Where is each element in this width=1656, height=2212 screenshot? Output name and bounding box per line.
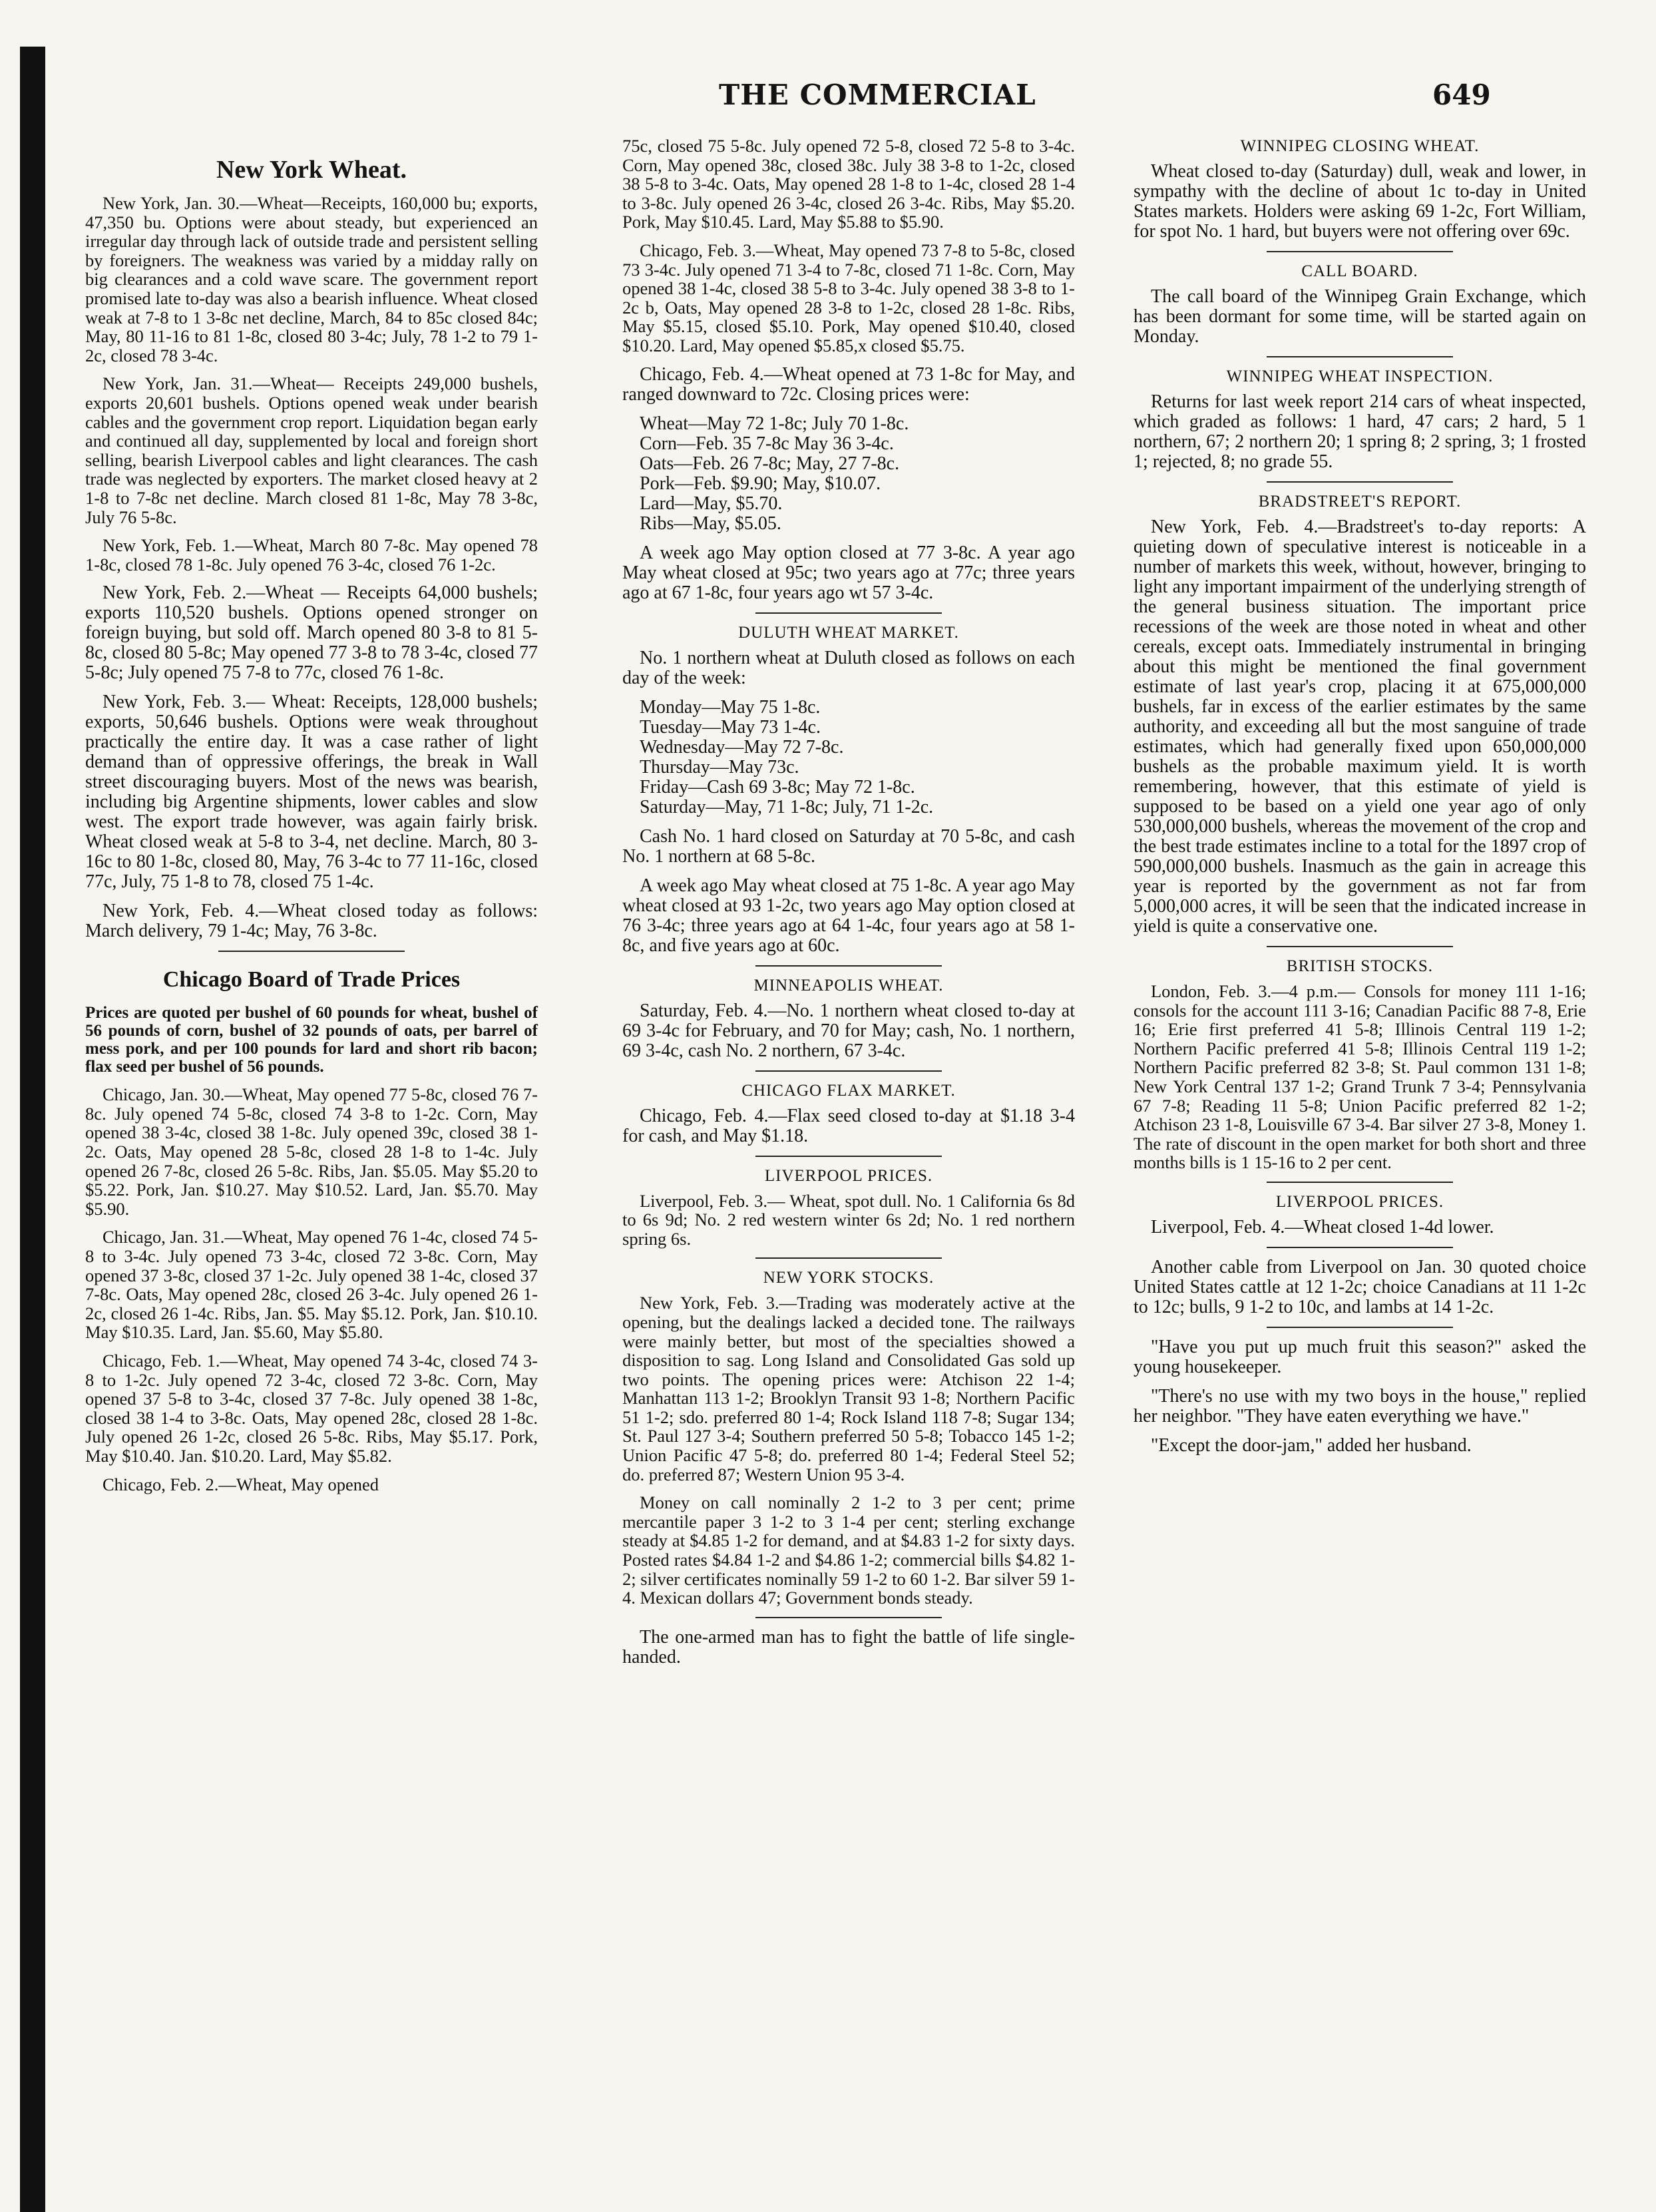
british-stocks-paragraph: London, Feb. 3.—4 p.m.— Consols for money 111 1-16; consols for the account 111 3-16; Canadian Pacific 88 7-8, Erie 16; Erie first preferred 41 5-8; Illinois Central 119 1-2; Northern Pacific preferred 41 5-8; Illinois Central 119 1-2; Northern Pacific preferred 82 3-8; St. Paul common 131 1-8; New York Central 137 1-2; Grand Trunk 7 3-4; Pennsylvania 67 7-8; Reading 11 5-8; Union Pacific preferred 82 1-2; Atchison 23 1-8, Louisville 67 3-4. Bar silver 27 3-8, Money 1. The rate of discount in the open market for both short and three months bills is 1 15-16 to 2 per cent. [1134, 981, 1586, 1173]
closing-note: A week ago May option closed at 77 3-8c. A year ago May wheat closed at 95c; two years ago at 77c; three years ago at 67 1-8c, four years ago wt 57 3-4c. [622, 542, 1075, 603]
section-divider [755, 1617, 942, 1618]
ny-wheat-paragraph: New York, Feb. 4.—Wheat closed today as follows: March delivery, 79 1-4c; May, 76 3-8c. [85, 901, 538, 942]
duluth-heading: DULUTH WHEAT MARKET. [738, 623, 959, 642]
anecdote-paragraph: "Except the door-jam," added her husband. [1151, 1435, 1472, 1456]
page-header [0, 79, 1656, 125]
duluth-paragraph: Cash No. 1 hard closed on Saturday at 70 5-8c, and cash No. 1 northern at 68 5-8c. [622, 825, 1075, 867]
ny-wheat-paragraph: New York, Jan. 31.—Wheat— Receipts 249,000 bushels, exports 20,601 bushels. Options opened weak under bearish cables and the government crop report. Liquidation began early and continued all day, supplemented by local and foreign short selling, bearish Liverpool cables and light clearances. The cash trade was neglected by exporters. The market closed heavy at 2 1-8 to 7-8c net decline. March closed 81 1-8c, May 78 3-8c, July 76 5-8c. [85, 373, 538, 527]
column-1 [85, 136, 538, 1503]
list-item: Saturday—May, 71 1-8c; July, 71 1-2c. [640, 796, 934, 817]
cable-paragraph: Another cable from Liverpool on Jan. 30 quoted choice United States cattle at 12 1-2c; choice Canadians at 11 1-2c to 12c; bulls, 9 1-2 to 10c, and lambs at 14 1-2c. [1134, 1256, 1586, 1317]
bradstreet-heading: BRADSTREET'S REPORT. [1258, 493, 1462, 511]
chicago-board-paragraph: Chicago, Feb. 2.—Wheat, May opened [103, 1474, 379, 1494]
list-item: Thursday—May 73c. [640, 756, 799, 777]
ny-wheat-heading: New York Wheat. [216, 156, 407, 184]
column-2 [622, 136, 1075, 1677]
call-board-paragraph: The call board of the Winnipeg Grain Exchange, which has been dormant for some time, will be started again on Monday. [1134, 286, 1586, 347]
winnipeg-closing-heading: WINNIPEG CLOSING WHEAT. [1240, 137, 1480, 155]
closing-line: The one-armed man has to fight the battle of life single-handed. [622, 1626, 1075, 1667]
ny-wheat-paragraph: New York, Feb. 2.—Wheat — Receipts 64,000 bushels; exports 110,520 bushels. Options opened stronger on foreign buying, but sold off. March opened 80 3-8 to 81 5-8c, closed 80 5-8c; May opened 77 3-8 to 78 3-4c, closed 77 5-8c; July opened 75 7-8 to 77c, closed 76 1-8c. [85, 582, 538, 684]
list-item: Pork—Feb. $9.90; May, $10.07. [640, 473, 881, 494]
anecdote-paragraph: "Have you put up much fruit this season?" asked the young housekeeper. [1134, 1336, 1586, 1377]
bradstreet-paragraph: New York, Feb. 4.—Bradstreet's to-day reports: A quieting down of speculative interest is noticeable in a number of markets this week, without, however, bringing to light any important impairment of the underlying strength of the general business situation. The important price recessions of the week are those noted in wheat and other cereals, except oats. Immediately instrumental in bringing about this might be mentioned the final government estimate of last year's crop, placing it at 675,000,000 bushels, far in excess of the earlier estimates by the same authority, and exceeding all but the most sanguine of trade estimates, which had generally fixed upon 650,000,000 bushels as the probable maximum yield. It is worth remembering, however, that this estimate of yield is supposed to be based on a yield one year ago of only 530,000,000 bushels, whereas the movement of the crop and the best trade estimates incline to a total for the 1897 crop of 590,000,000 bushels. Inasmuch as the gain in acreage this year is reported by the government as not far from 5,000,000 acres, it will be seen that the indicated increase in yield is quite a conservative one. [1134, 517, 1586, 937]
liverpool2-heading: LIVERPOOL PRICES. [1275, 1192, 1444, 1211]
minneapolis-heading: MINNEAPOLIS WHEAT. [753, 976, 944, 995]
winnipeg-inspection-heading: WINNIPEG WHEAT INSPECTION. [1226, 367, 1494, 385]
liverpool2-paragraph: Liverpool, Feb. 4.—Wheat closed 1-4d lower. [1151, 1216, 1494, 1237]
list-item: Ribs—May, $5.05. [640, 513, 781, 534]
list-item: Oats—Feb. 26 7-8c; May, 27 7-8c. [640, 453, 900, 474]
section-divider [1267, 1247, 1453, 1248]
ny-stocks-heading: NEW YORK STOCKS. [763, 1269, 934, 1287]
chicago-flax-paragraph: Chicago, Feb. 4.—Flax seed closed to-day at $1.18 3-4 for cash, and May $1.18. [622, 1105, 1075, 1146]
call-board-heading: CALL BOARD. [1301, 262, 1418, 280]
closing-prices-list [622, 414, 1075, 534]
section-divider [1267, 946, 1453, 947]
chicago-continued-paragraph: Chicago, Feb. 3.—Wheat, May opened 73 7-8 to 5-8c, closed 73 3-4c. July opened 71 3-4 to 7-8c, closed 71 1-8c. Corn, May opened 38 1-4c, closed 38 5-8 to 3-4c. July opened 38 3-8 to 1-2c b, Oats, May opened 28 3-8 to 1-2c, closed 28 1-8c. Ribs, May $5.15, closed $5.10. Pork, May opened $10.40, closed $10.20. Lard, May opened $5.85,x closed $5.75. [622, 240, 1075, 355]
list-item: Monday—May 75 1-8c. [640, 696, 821, 718]
scan-binding-edge [20, 47, 45, 2212]
chicago-continued-paragraph: Chicago, Feb. 4.—Wheat opened at 73 1-8c for May, and ranged downward to 72c. Closing prices were: [622, 363, 1075, 405]
list-item: Wednesday—May 72 7-8c. [640, 736, 844, 758]
chicago-board-paragraph: Chicago, Jan. 31.—Wheat, May opened 76 1-4c, closed 74 5-8 to 3-4c. July opened 73 3-4c, closed 72 3-8c. Corn, May opened 37 3-8c, closed 37 1-2c. July opened 38 1-4c, closed 37 7-8c. Oats, May opened 28c, closed 26 3-4c. July opened 26 1-2c, closed 26 1-4c. Ribs, Jan. $5. May $5.12. Pork, Jan. $10.10. May $10.35. Lard, Jan. $5.60, May $5.80. [85, 1227, 538, 1343]
ny-stocks-paragraph: Money on call nominally 2 1-2 to 3 per cent; prime mercantile paper 3 1-2 to 3 1-4 per cent; sterling exchange steady at $4.85 1-2 for demand, and at $4.83 1-2 for sixty days. Posted rates $4.84 1-2 and $4.86 1-2; commercial bills $4.82 1-2; silver certificates nominally 59 1-2 to 60 1-2. Bar silver 59 1-4. Mexican dollars 47; Government bonds steady. [622, 1492, 1075, 1608]
section-divider [755, 965, 942, 967]
ny-stocks-paragraph: New York, Feb. 3.—Trading was moderately active at the opening, but the dealings lacked a decided tone. The railways were mainly better, but most of the specialties showed a disposition to sag. Long Island and Consolidated Gas sold up two points. The opening prices were: Atchison 22 1-4; Manhattan 113 1-2; Brooklyn Transit 93 1-8; Northern Pacific 51 1-2; sdo. preferred 80 1-4; Rock Island 118 7-8; Sugar 134; St. Paul 127 3-4; Southern preferred 50 5-8; Tobacco 145 1-2; Union Pacific 47 5-8; do. preferred 80 1-4; Federal Steel 52; do. preferred 87; Western Union 95 3-4. [622, 1293, 1075, 1484]
section-divider [755, 1257, 942, 1259]
section-divider [218, 951, 405, 952]
section-divider [755, 1156, 942, 1157]
ny-wheat-paragraph: New York, Feb. 1.—Wheat, March 80 7-8c. May opened 78 1-8c, closed 78 1-8c. July opened 76 3-4c, closed 76 1-2c. [85, 535, 538, 574]
list-item: Corn—Feb. 35 7-8c May 36 3-4c. [640, 433, 894, 454]
anecdote-paragraph: "There's no use with my two boys in the house," replied her neighbor. "They have eaten everything we have." [1134, 1385, 1586, 1427]
liverpool-heading: LIVERPOOL PRICES. [764, 1166, 933, 1185]
page-number: 649 [1432, 79, 1491, 111]
section-divider [1267, 1327, 1453, 1328]
duluth-intro: No. 1 northern wheat at Duluth closed as follows on each day of the week: [622, 647, 1075, 688]
list-item: Friday—Cash 69 3-8c; May 72 1-8c. [640, 776, 915, 797]
chicago-board-intro: Prices are quoted per bushel of 60 pounds for wheat, bushel of 56 pounds of corn, bushel of 32 pounds of oats, per barrel of mess pork, and per 100 pounds for lard and short rib bacon; flax seed per bushel of 56 pounds. [85, 1004, 538, 1076]
section-divider [1267, 481, 1453, 483]
minneapolis-paragraph: Saturday, Feb. 4.—No. 1 northern wheat closed to-day at 69 3-4c for February, and 70 for May; cash, No. 1 northern, 69 3-4c, cash No. 2 northern, 67 3-4c. [622, 1000, 1075, 1061]
list-item: Tuesday—May 73 1-4c. [640, 716, 821, 738]
chicago-continued-paragraph: 75c, closed 75 5-8c. July opened 72 5-8, closed 72 5-8 to 3-4c. Corn, May opened 38c, closed 38c. July 38 3-8 to 1-2c, closed 38 5-8 to 3-4c. Oats, May opened 28 1-8 to 1-4c, closed 28 1-4 to 3-8c. July opened 26 3-4c, closed 26 3-4c. Ribs, May $5.20. Pork, May $10.45. Lard, May $5.88 to $5.90. [622, 136, 1075, 232]
chicago-board-paragraph: Chicago, Feb. 1.—Wheat, May opened 74 3-4c, closed 74 3-8 to 1-2c. July opened 72 3-4c, closed 72 3-8c. Corn, May opened 37 5-8 to 3-4c, closed 37 7-8c. July opened 38 1-8c, closed 38 1-4 to 3-8c. Oats, May opened 28c, closed 28 1-8c. July opened 26 1-2c, closed 26 5-8c. Ribs, May $5.17. Pork, May $10.40. Jan. $10.20. Lard, May $5.82. [85, 1351, 538, 1466]
section-divider [755, 1070, 942, 1072]
british-stocks-heading: BRITISH STOCKS. [1286, 957, 1434, 975]
duluth-paragraph: A week ago May wheat closed at 75 1-8c. A year ago May wheat closed at 93 1-2c, two years ago May option closed at 76 3-4c; three years ago at 64 1-4c, four years ago at 58 1-8c, and five years ago at 60c. [622, 875, 1075, 956]
winnipeg-inspection-paragraph: Returns for last week report 214 cars of wheat inspected, which graded as follows: 1 hard, 47 cars; 2 hard, 5 1 northern, 67; 2 northern 20; 1 spring 8; 2 spring, 3; 1 frosted 1; rejected, 8; no grade 55. [1134, 391, 1586, 472]
ny-wheat-paragraph: New York, Jan. 30.—Wheat—Receipts, 160,000 bu; exports, 47,350 bu. Options were about steady, but experienced an irregular day through lack of outside trade and persistent selling by foreigners. The weakness was varied by a midday rally on big clearances and a cold wave scare. The government report promised late to-day was also a bearish influence. Wheat closed weak at 7-8 to 1 3-8c net decline, March, 84 to 85c closed 84c; May, 80 11-16 to 81 1-8c, closed 80 3-4c; July, 78 1-2 to 79 1-2c, closed 78 3-4c. [85, 193, 538, 365]
chicago-board-paragraph: Chicago, Jan. 30.—Wheat, May opened 77 5-8c, closed 76 7-8c. July opened 74 5-8c, closed 74 3-8 to 1-2c. Corn, May opened 38 3-4c, closed 38 1-8c. July opened 39c, closed 38 1-2c. Oats, May opened 28 5-8c, closed 28 1-8 to 1-4c. July opened 26 7-8c, closed 26 5-8c. Ribs, Jan. $5.05. May $5.20 to $5.22. Pork, Jan. $10.27. May $10.52. Lard, Jan. $5.70. May $5.90. [85, 1084, 538, 1219]
duluth-days-list [622, 698, 1075, 817]
chicago-flax-heading: CHICAGO FLAX MARKET. [741, 1081, 956, 1100]
winnipeg-closing-paragraph: Wheat closed to-day (Saturday) dull, weak and lower, in sympathy with the decline of about 1c to-day in United States markets. Holders were asking 69 1-2c, Fort William, for spot No. 1 hard, but buyers were not offering over 69c. [1134, 161, 1586, 242]
list-item: Lard—May, $5.70. [640, 493, 783, 514]
list-item: Wheat—May 72 1-8c; July 70 1-8c. [640, 413, 909, 434]
column-3 [1134, 136, 1586, 1465]
section-divider [1267, 251, 1453, 252]
ny-wheat-paragraph: New York, Feb. 3.— Wheat: Receipts, 128,000 bushels; exports, 50,646 bushels. Options were weak throughout practically the entire day. It was a case rather of light demand than of oppressive offerings, the break in Wall street discouraging buyers. Most of the news was bearish, including big Argentine shipments, lower cables and slow west. The export trade however, was again fairly brisk. Wheat closed weak at 5-8 to 3-4, net decline. March, 80 3-16c to 80 1-8c, closed 80, May, 76 3-4c to 77 11-16c, closed 77c, July, 75 1-8 to 78, closed 75 1-4c. [85, 692, 538, 893]
section-divider [1267, 356, 1453, 357]
publication-title: THE COMMERCIAL [719, 79, 1036, 111]
section-divider [755, 612, 942, 614]
section-divider [1267, 1182, 1453, 1183]
liverpool-paragraph: Liverpool, Feb. 3.— Wheat, spot dull. No. 1 California 6s 8d to 6s 9d; No. 2 red western winter 6s 2d; No. 1 red northern spring 6s. [622, 1190, 1075, 1249]
chicago-board-heading: Chicago Board of Trade Prices [162, 967, 461, 993]
